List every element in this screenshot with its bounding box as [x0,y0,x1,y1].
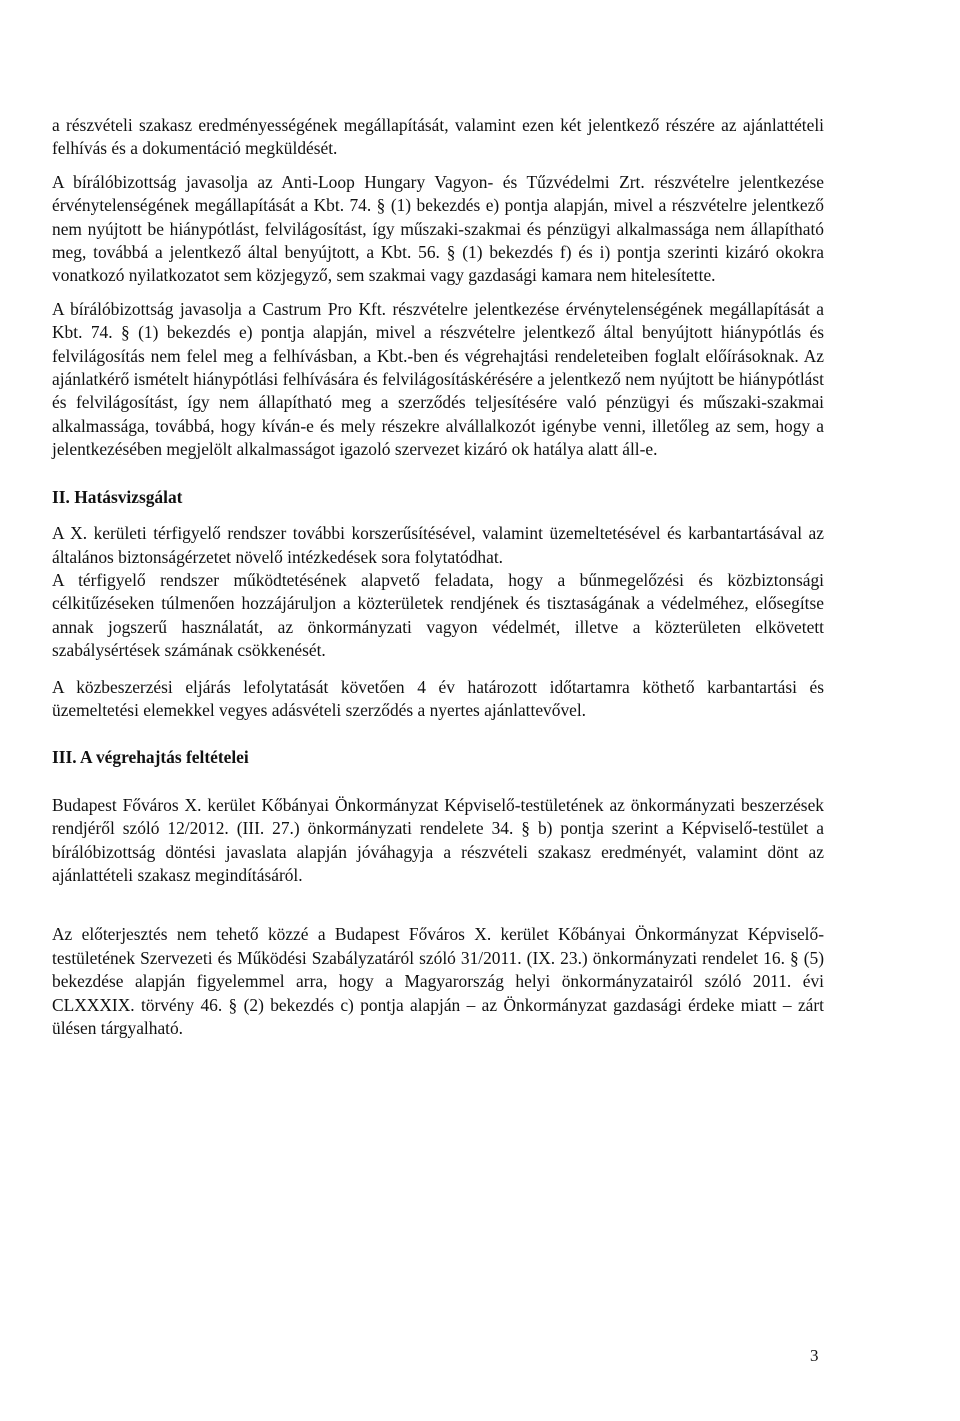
paragraph-decision-basis: Budapest Főváros X. kerület Kőbányai Önkormányzat Képviselő-testületének az önkormányzati beszerzések rendjéről szóló 12/2012. (III. 27.) önkormányzati rendelete 34. § b) pontja szerint a Képviselő-testület a bírálóbizottság döntési javaslata alapján jóváhagyja a részvételi szakasz eredményét, valamint dönt az ajánlattételi szakasz megindításáról. [52,794,824,885]
paragraph-participation-result: a részvételi szakasz eredményességének megállapítását, valamint ezen két jelentkező részére az ajánlattételi felhívás és a dokumentáció megküldését. [52,115,824,159]
paragraph-closed-session: Az előterjesztés nem tehető közzé a Budapest Főváros X. kerület Kőbányai Önkormányzat Képviselő-testületének Szervezeti és Működési Szabályzatáról szóló 31/2011. (IX. 23.) önkormányzati rendelet 16. § (5) bekezdése alapján figyelemmel arra, hogy a Magyarország helyi önkormányzatairól szóló 2011. évi CLXXXIX. törvény 46. § (2) bekezdés c) pontja alapján – az Önkormányzat gazdasági érdeke miatt – zárt ülésen tárgyalható. [52,924,824,1038]
paragraph-castrum-pro: A bírálóbizottság javasolja a Castrum Pro Kft. részvételre jelentkezése érvénytelenségének megállapítását a Kbt. 74. § (1) bekezdés e) pontja alapján, mivel a részvételre jelentkező által benyújtott hiánypótlás és felvilágosítás nem felel meg a felhívásban, a Kbt.-ben és végrehajtási rendeleteiben foglalt előírásoknak. Az ajánlatkérő ismételt hiánypótlási felhívására és felvilágosításkérésére a jelentkező nem nyújtott be hiánypótlást és felvilágosítást, így nem állapítható meg a szerződés teljesítésére való pénzügyi és műszaki-szakmai alkalmassága, továbbá, hogy kíván-e és mely részekre alvállalkozót igénybe venni, illetőleg az sem, hogy a jelentkezésében megjelölt alkalmasságot igazoló szervezet kizáró ok hatálya alatt áll-e. [52,298,824,460]
document-body [52,114,824,1040]
paragraph-cctv-purpose: A térfigyelő rendszer működtetésének alapvető feladata, hogy a bűnmegelőzési és közbiztonsági célkitűzéseken túlmenően hozzájáruljon a közterületek rendjének és tisztaságának a védelméhez, elősegítse annak jogszerű használatát, az önkormányzati vagyon védelmét, illetve a közterületen elkövetett szabálysértések számának csökkenését. [52,569,824,661]
section-heading-execution-conditions: III. A végrehajtás feltételei [52,747,249,768]
paragraph-contract-term: A közbeszerzési eljárás lefolytatását követően 4 év határozott időtartamra köthető karbantartási és üzemeltetési elemekkel vegyes adásvételi szerződés a nyertes ajánlattevővel. [52,676,824,720]
section-heading-impact-assessment: II. Hatásvizsgálat [52,486,183,507]
paragraph-cctv-modernization: A X. kerületi térfigyelő rendszer további korszerűsítésével, valamint üzemeltetésével és karbantartásával az általános biztonságérzetet növelő intézkedések sora folytatódhat. [52,523,824,567]
page-number: 3 [810,1346,819,1365]
paragraph-anti-loop: A bírálóbizottság javasolja az Anti-Loop Hungary Vagyon- és Tűzvédelmi Zrt. részvételre jelentkezése érvénytelenségének megállapítását a Kbt. 74. § (1) bekezdés e) pontja alapján, mivel a részvételre jelentkező nem nyújtott be hiánypótlást, felvilágosítást, így műszaki-szakmai és pénzügyi alkalmassága nem állapítható meg, továbbá a jelentkező által benyújtott, a Kbt. 56. § (1) bekezdés f) és i) pontja szerinti kizáró okokra vonatkozó nyilatkozatot sem közjegyző, sem szakmai vagy gazdasági kamara nem hitelesítette. [52,171,824,286]
